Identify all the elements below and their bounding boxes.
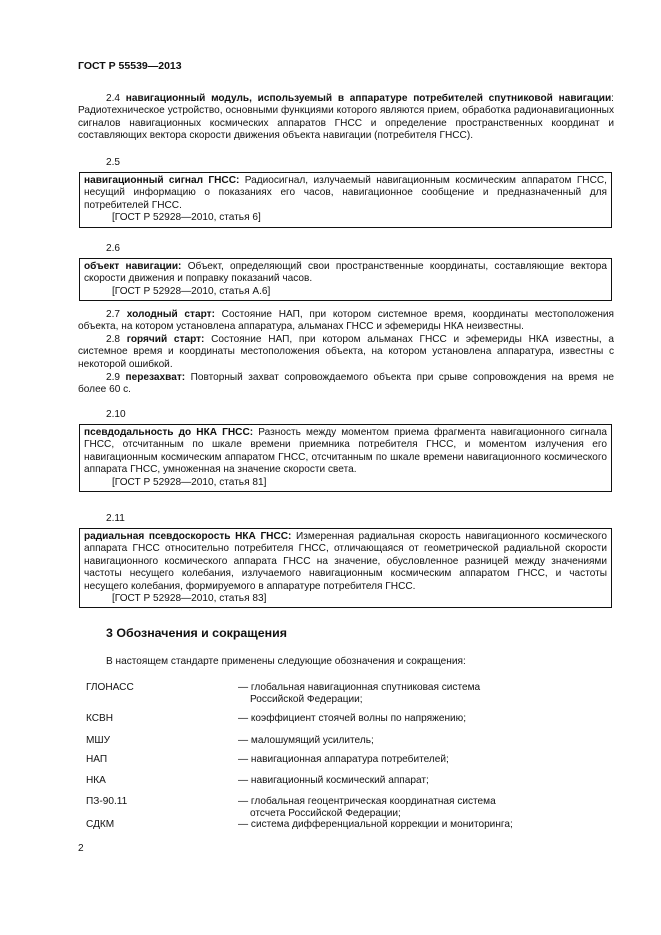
abbreviation-term: МШУ xyxy=(86,735,111,746)
definition-text: : Радиотехническое устройство, основными функциями которого являются прием, обработка радионавигационных сигналов навигационных космических аппаратов ГНСС и определение пространственных координат и составляющих вектора скорости движения объекта навигации (потребителя ГНСС). xyxy=(78,93,614,142)
definition-text: Разность между моментом приема фрагмента навигационного сигнала ГНСС, отсчитанным по шкале времени приемника потребителя ГНСС, и моментом излучения его навигационным космическим аппаратом ГНСС, отсчитанным по шкале времени навигационного космического аппарата ГНСС, умноженная на значение скорости света. xyxy=(84,427,607,476)
abbreviation-term: НАП xyxy=(86,754,108,765)
abbreviation-definition: — навигационный космический аппарат; xyxy=(238,775,429,786)
item-number: 2.9 xyxy=(106,372,121,383)
section-intro: В настоящем стандарте применены следующие обозначения и сокращения: xyxy=(106,656,466,667)
abbreviation-term: КСВН xyxy=(86,713,114,724)
item-number: 2.8 xyxy=(106,334,121,345)
section-title: 3 Обозначения и сокращения xyxy=(106,626,287,640)
definition-2-4 xyxy=(78,93,614,143)
definition-2-9 xyxy=(78,372,614,397)
definition-text: Измеренная радиальная скорость навигационного космического аппарата ГНСС относительно потребителя ГНСС, отличающаяся от геометрической радиальной скорости навигационного космического аппарата ГНСС на значение, обусловленное разницей между значениями частоты несущего колебания, излучаемого навигационным космическим аппаратом ГНСС, и частоты несущего колебания, формируемого в аппаратуре потребителя ГНСС. xyxy=(84,531,607,592)
definition-box-2-11 xyxy=(79,528,612,608)
item-number-2-11: 2.11 xyxy=(106,513,125,524)
abbreviation-definition: — малошумящий усилитель; xyxy=(238,735,374,746)
term: объект навигации: xyxy=(84,261,182,272)
abbreviation-term: СДКМ xyxy=(86,819,115,830)
item-number: 2.7 xyxy=(106,309,121,320)
page-number: 2 xyxy=(78,843,84,854)
definition-box-2-6 xyxy=(79,258,612,301)
reference: [ГОСТ Р 52928—2010, статья 6] xyxy=(112,212,261,224)
definition-text: Радиосигнал, излучаемый навигационным космическим аппаратом ГНСС, несущий информацию о показаниях его часов, навигационное сообщение и предназначенный для потребителей ГНСС. xyxy=(84,175,607,211)
abbreviation-term: ГЛОНАСС xyxy=(86,682,134,693)
reference: [ГОСТ Р 52928—2010, статья А.6] xyxy=(112,285,271,297)
definition-text: Объект, определяющий свои пространственные координаты, составляющие вектора скорости движения и поправку показаний часов. xyxy=(84,261,607,285)
abbreviation-term: ПЗ-90.11 xyxy=(86,796,128,807)
definition-text: Повторный захват сопровождаемого объекта при срыве сопровождения на время не более 60 с. xyxy=(78,372,615,396)
definition-line: — глобальная геоцентрическая координатная система xyxy=(238,796,496,807)
definition-box-2-5 xyxy=(79,172,612,228)
reference: [ГОСТ Р 52928—2010, статья 81] xyxy=(112,476,267,488)
definition-2-7 xyxy=(78,309,614,334)
item-number-2-10: 2.10 xyxy=(106,409,126,420)
definition-continuation: Российской Федерации; xyxy=(250,694,363,706)
abbreviation-term: НКА xyxy=(86,775,106,786)
term: навигационный модуль, используемый в аппаратуре потребителей спутниковой навигации xyxy=(125,93,612,104)
definition-text: Состояние НАП, при котором альманах ГНСС и эфемериды НКА известны, а системное время и координаты местоположения объекта, на котором установлена аппаратура, известны с некоторой ошибкой. xyxy=(78,334,614,370)
abbreviation-definition: — коэффициент стоячей волны по напряжению; xyxy=(238,713,467,724)
term: псевдодальность до НКА ГНСС: xyxy=(84,427,254,438)
definition-text: Состояние НАП, при котором системное время, координаты местоположения объекта, на котором установлена аппаратура, альманах ГНСС и эфемериды НКА неизвестны. xyxy=(78,309,615,333)
term: навигационный сигнал ГНСС: xyxy=(84,175,240,186)
term: холодный старт: xyxy=(126,309,215,320)
definition-continuation: отсчета Российской Федерации; xyxy=(250,808,401,820)
abbreviation-definition xyxy=(238,682,618,707)
definition-line: — глобальная навигационная спутниковая система xyxy=(238,682,481,693)
definition-box-2-10 xyxy=(79,424,612,492)
document-header: ГОСТ Р 55539—2013 xyxy=(78,60,182,72)
item-number-2-6: 2.6 xyxy=(106,243,121,254)
item-number-2-5: 2.5 xyxy=(106,157,121,168)
term: перезахват: xyxy=(125,372,186,383)
abbreviation-definition: — навигационная аппаратура потребителей; xyxy=(238,754,449,765)
term: радиальная псевдоскорость НКА ГНСС: xyxy=(84,531,292,542)
reference: [ГОСТ Р 52928—2010, статья 83] xyxy=(112,593,267,605)
definition-2-8 xyxy=(78,334,614,371)
item-number: 2.4 xyxy=(106,93,121,104)
term: горячий старт: xyxy=(126,334,205,345)
abbreviation-definition xyxy=(238,796,618,821)
abbreviation-definition: — система дифференциальной коррекции и мониторинга; xyxy=(238,819,513,830)
